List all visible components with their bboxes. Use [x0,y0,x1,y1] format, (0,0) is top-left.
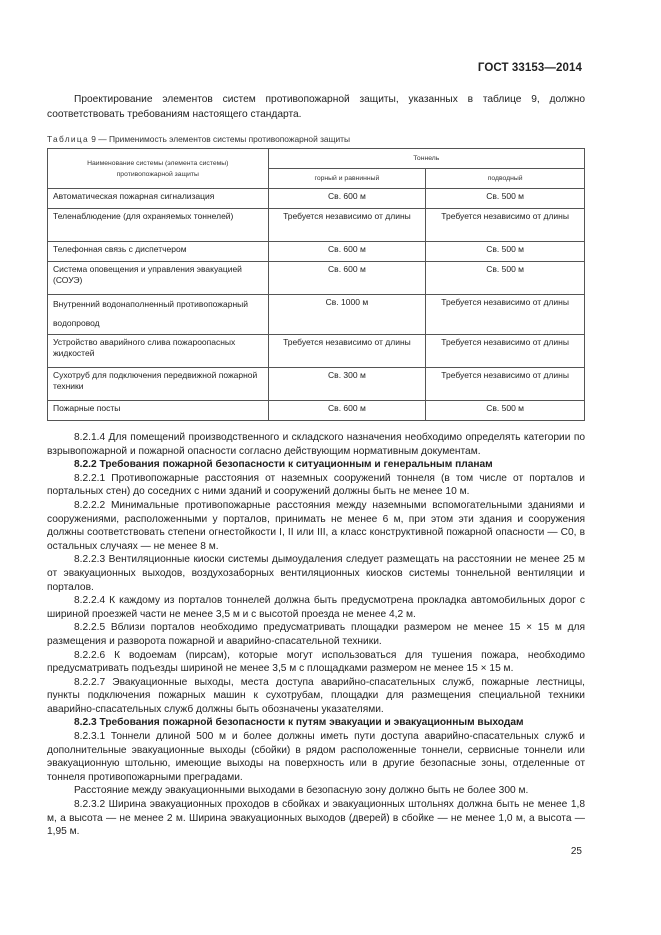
table-row [48,401,585,421]
row-underwater-value: Св. 500 м [426,401,585,421]
section-heading-8-2-2: 8.2.2 Требования пожарной безопасности к ситуационным и генеральным планам [74,459,493,471]
row-mountain-value: Св. 600 м [268,242,426,262]
body-text [47,431,585,839]
row-underwater-value: Св. 500 м [426,189,585,209]
clause-8-2-2-6: 8.2.2.6 К водоемам (пирсам), которые могут использоваться для тушения пожара, необходимо предусматривать подъезды шириной не менее 3,5 м с площадками размером не менее 15 × 15 м. [47,649,585,675]
col-header-mountain: горный и равнинный [268,169,426,189]
row-underwater-value: Требуется независимо от длины [426,295,585,335]
col-header-tunnel: Тоннель [268,149,584,169]
row-mountain-value: Требуется независимо от длины [268,335,426,368]
row-system-name: Сухотруб для подключения передвижной пожарной техники [48,368,269,401]
clause-8-2-3-2: 8.2.3.2 Ширина эвакуационных проходов в сбойках и эвакуационных штольнях должна быть не менее 1,8 м, а высота — не менее 2 м. Ширина эвакуационных выходов (дверей) в сбойке — не менее 1,0 м, а высота — 1,95 м. [47,799,585,838]
table-row [48,189,585,209]
table-caption [47,134,350,144]
table-caption-number: 9 [91,134,96,144]
row-underwater-value: Требуется независимо от длины [426,209,585,242]
section-heading-8-2-3: 8.2.3 Требования пожарной безопасности к путям эвакуации и эвакуационным выходам [74,717,524,729]
intro-text: Проектирование элементов систем противопожарной защиты, указанных в таблице 9, должно соответствовать требованиям настоящего стандарта. [47,94,585,120]
page-number: 25 [570,846,582,857]
row-underwater-value: Св. 500 м [426,262,585,295]
clause-8-2-3-1: 8.2.3.1 Тоннели длиной 500 м и более должны иметь пути доступа аварийно-спасательных служб и дополнительные эвакуационные выходы (сбойки) в рядом расположенные тоннели, сервисные тоннели или эвакуационную штольню, имеющие выходы на поверхность или в другие безопасные зоны, отделенные от тоннеля противопожарными преградами. [47,731,585,783]
row-mountain-value: Св. 300 м [268,368,426,401]
row-underwater-value: Требуется независимо от длины [426,335,585,368]
table-row [48,262,585,295]
row-mountain-value: Св. 600 м [268,189,426,209]
col-header-underwater: подводный [426,169,585,189]
clause-evacuation-distance: Расстояние между эвакуационными выходами в безопасную зону должно быть не более 300 м. [74,785,529,797]
row-mountain-value: Св. 1000 м [268,295,426,335]
clause-8-2-2-7: 8.2.2.7 Эвакуационные выходы, места доступа аварийно-спасательных служб, пожарные лестницы, пункты подключения пожарных машин к сухотрубам, площадки для размещения специальной техники аварийно-спасательных служб должны быть обозначены указателями. [47,676,585,715]
applicability-table [47,148,585,421]
row-underwater-value: Требуется независимо от длины [426,368,585,401]
row-system-name: Пожарные посты [48,401,269,421]
clause-8-2-2-2: 8.2.2.2 Минимальные противопожарные расстояния между наземными вспомогательными зданиями и сооружениями, расположенными у порталов, принимать не менее 6 м, при этом эти здания и сооружения должны соответствовать степени огнестойкости I, II или III, а класс конструктивной пожарной опасности — С0, в остальных случаях — не менее 8 м. [47,499,585,552]
table-row [48,335,585,368]
clause-8-2-2-1: 8.2.2.1 Противопожарные расстояния от наземных сооружений тоннеля (в том числе от порталов и портальных стен) до соседних с ними зданий и сооружений должны быть не менее 10 м. [47,472,585,498]
row-underwater-value: Св. 500 м [426,242,585,262]
table-row [48,368,585,401]
row-system-name: Система оповещения и управления эвакуацией (СОУЭ) [48,262,269,295]
row-system-name: Устройство аварийного слива пожароопасных жидкостей [48,335,269,368]
row-mountain-value: Св. 600 м [268,401,426,421]
document-header: ГОСТ 33153—2014 [477,62,582,74]
table-row [48,242,585,262]
clause-8-2-2-5: 8.2.2.5 Вблизи порталов необходимо предусматривать площадки размером не менее 15 × 15 м для размещения и разворота пожарной и аварийно-спасательной техники. [47,622,585,647]
clause-8-2-2-4: 8.2.2.4 К каждому из порталов тоннелей должна быть предусмотрена прокладка автомобильных дорог с шириной проезжей части не менее 3,5 м и с высотой проезда не менее 4,2 м. [47,595,585,620]
row-system-name: Теленаблюдение (для охраняемых тоннелей) [48,209,269,242]
clause-8-2-1-4: 8.2.1.4 Для помещений производственного и складского назначения необходимо определять категории по взрывопожарной и пожарной опасности согласно действующим нормативным документам. [47,432,585,457]
table-caption-word: Таблица [47,134,89,144]
row-system-name: Телефонная связь с диспетчером [48,242,269,262]
table-row [48,295,585,335]
row-system-name: Автоматическая пожарная сигнализация [48,189,269,209]
col-header-system: Наименование системы (элемента системы) противопожарной защиты [48,149,269,189]
row-mountain-value: Св. 600 м [268,262,426,295]
clause-8-2-2-3: 8.2.2.3 Вентиляционные киоски системы дымоудаления следует размещать на расстоянии не менее 25 м от эвакуационных выходов, воздухозаборных вентиляционных киосков системы тоннельной вентиляции и порталов. [47,554,585,593]
intro-paragraph [47,92,585,122]
row-system-name: Внутренний водонаполненный противопожарный водопровод [48,295,269,335]
table-row [48,209,585,242]
row-mountain-value: Требуется независимо от длины [268,209,426,242]
table-caption-text: — Применимость элементов системы противопожарной защиты [98,134,350,144]
